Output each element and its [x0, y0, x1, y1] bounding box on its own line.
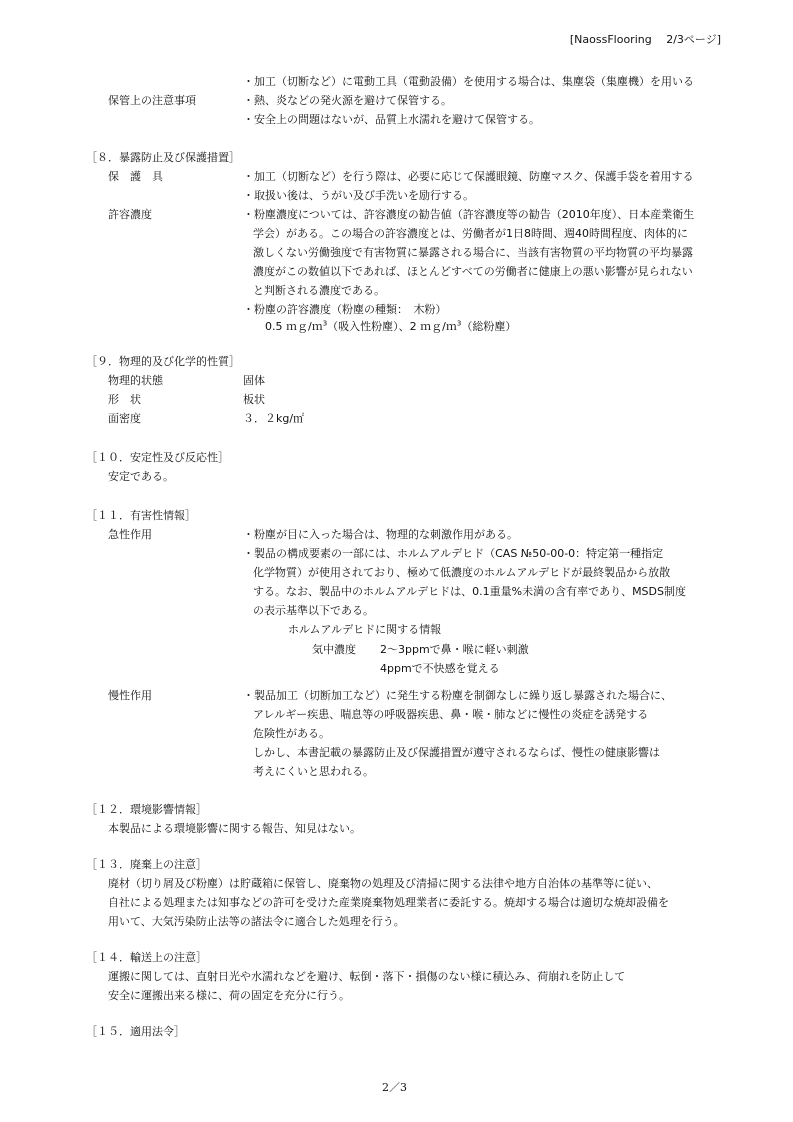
chronic-line-5: 考えにくいと思われる。	[253, 765, 374, 778]
storage-line-2: ・熱、炎などの発火源を避けて保管する。	[243, 94, 452, 107]
limit-value-c: （総粉塵）	[461, 320, 517, 333]
acute-line-4: する。なお、製品中のホルムアルデヒドは、0.1重量%未満の含有率であり、MSDS制度	[253, 585, 686, 598]
disposal-line-3: 用いて、大気汚染防止法等の諸法令に適合した処理を行う。	[108, 915, 405, 928]
acute-line-5: の表示基準以下である。	[253, 604, 374, 617]
limit-line-1: ・粉塵濃度については、許容濃度の勧告値（許容濃度等の勧告（2010年度）、日本産業衛生	[243, 208, 695, 221]
property-value-2: 板状	[243, 393, 265, 406]
chronic-line-1: ・製品加工（切断加工など）に発生する粉塵を制御なしに繰り返し暴露された場合に、	[243, 689, 672, 702]
section-13-title: ［１３．廃棄上の注意］	[86, 858, 207, 871]
limit-value-a: 0.5 ｍｇ/ｍ	[265, 320, 323, 333]
acute-line-3: 化学物質）が使用されており、極めて低濃度のホルムアルデヒドが最終製品から放散	[253, 566, 671, 579]
disposal-line-2: 自社による処理または知事などの許可を受けた産業廃棄物処理業者に委託する。焼却する場合は適切な焼却設備を	[108, 896, 669, 909]
air-concentration-line-1: 2～3ppmで鼻・喉に軽い刺激	[380, 643, 529, 656]
disposal-line-1: 廃材（切り屑及び粉塵）は貯蔵箱に保管し、廃棄物の処理及び清掃に関する法律や地方自治体の基準等に従い、	[108, 877, 658, 890]
acute-label: 急性作用	[108, 528, 152, 541]
chronic-line-2: アレルギー疾患、喘息等の呼吸器疾患、鼻・喉・肺などに慢性の炎症を誘発する	[253, 708, 649, 721]
property-label-2: 形 状	[108, 393, 141, 406]
property-value-3: ３．２kg/㎡	[243, 412, 305, 425]
limit-values	[265, 317, 516, 336]
section-10-title: ［１０．安定性及び反応性］	[86, 451, 229, 464]
page-number: 2／3	[382, 1081, 407, 1094]
storage-line-3: ・安全上の問題はないが、品質上水濡れを避けて保管する。	[243, 113, 540, 126]
limit-line-6: ・粉塵の許容濃度（粉塵の種類： 木粉）	[243, 303, 447, 316]
limit-line-4: 濃度がこの数値以下であれば、ほとんどすべての労働者に健康上の悪い影響が見られない	[253, 265, 693, 278]
limit-line-3: 激しくない労働強度で有害物質に暴露される場合に、当該有害物質の平均物質の平均暴露	[253, 246, 693, 259]
transport-line-2: 安全に運搬出来る様に、荷の固定を充分に行う。	[108, 989, 350, 1002]
protective-label: 保 護 具	[108, 170, 163, 183]
property-label-3: 面密度	[108, 412, 141, 425]
acute-line-2: ・製品の構成要素の一部には、ホルムアルデヒド（CAS №50-00-0：特定第一種指定	[243, 547, 664, 560]
chronic-line-4: しかし、本書記載の暴露防止及び保護措置が遵守されるならば、慢性の健康影響は	[253, 746, 660, 759]
section-11-title: ［１１．有害性情報］	[86, 509, 196, 522]
section-9-title: ［９．物理的及び化学的性質］	[86, 355, 240, 368]
protective-line-2: ・取扱い後は、うがい及び手洗いを励行する。	[243, 189, 474, 202]
air-concentration-line-2: 4ppmで不快感を覚える	[380, 662, 500, 675]
limit-value-b: （吸入性粉塵）、2 ｍｇ/ｍ	[327, 320, 457, 333]
storage-label: 保管上の注意事項	[108, 94, 196, 107]
limit-sup-b: 3	[456, 319, 462, 328]
limit-line-5: と判断される濃度である。	[253, 284, 385, 297]
protective-line-1: ・加工（切断など）を行う際は、必要に応じて保護眼鏡、防塵マスク、保護手袋を着用する	[243, 170, 694, 183]
section-15-title: ［１５．適用法令］	[86, 1025, 185, 1038]
acute-line-1: ・粉塵が目に入った場合は、物理的な刺激作用がある。	[243, 528, 518, 541]
chronic-line-3: 危険性がある。	[253, 727, 330, 740]
limit-line-2: 学会）がある。この場合の許容濃度とは、労働者が1日8時間、週40時間程度、肉体的に	[253, 227, 688, 240]
property-value-1: 固体	[243, 374, 265, 387]
transport-line-1: 運搬に関しては、直射日光や水濡れなどを避け、転倒・落下・損傷のない様に積込み、荷崩れを防止して	[108, 970, 626, 983]
air-concentration-label: 気中濃度	[312, 643, 356, 656]
limit-label: 許容濃度	[108, 208, 152, 221]
chronic-label: 慢性作用	[108, 689, 152, 702]
section-12-title: ［１２．環境影響情報］	[86, 803, 207, 816]
environment-text: 本製品による環境影響に関する報告、知見はない。	[108, 822, 361, 835]
limit-sup-a: 3	[322, 319, 328, 328]
section-14-title: ［１４．輸送上の注意］	[86, 951, 207, 964]
formaldehyde-info-title: ホルムアルデヒドに関する情報	[288, 623, 442, 636]
property-label-1: 物理的状態	[108, 374, 163, 387]
storage-line-1: ・加工（切断など）に電動工具（電動設備）を使用する場合は、集塵袋（集塵機）を用いる	[243, 75, 694, 88]
page-header: [NaossFlooring 2/3ページ]	[569, 33, 721, 46]
section-8-title: ［８．暴露防止及び保護措置］	[86, 151, 240, 164]
stability-text: 安定である。	[108, 470, 174, 483]
